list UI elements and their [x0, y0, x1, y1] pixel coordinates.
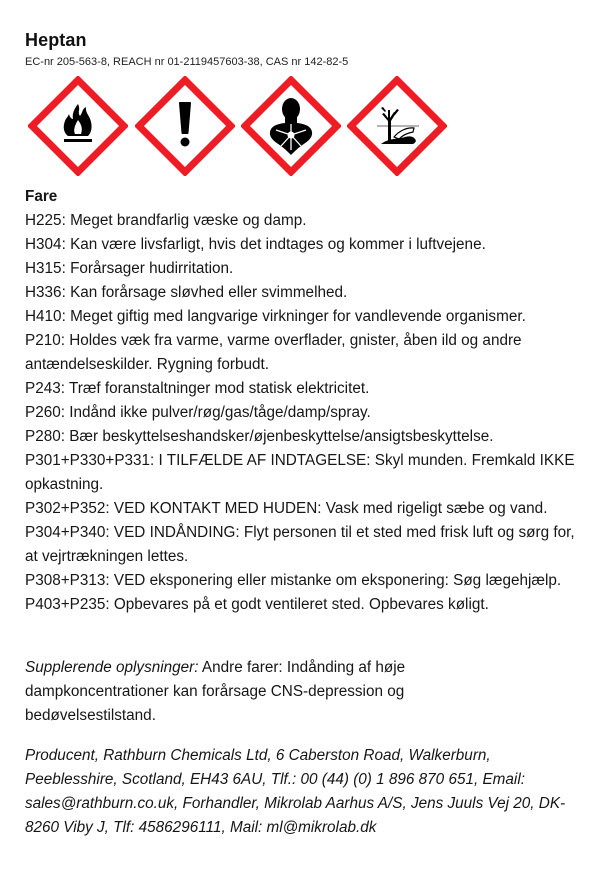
hazard-pictograms	[28, 76, 468, 176]
exclamation-icon	[135, 76, 235, 176]
producer-info: Producent, Rathburn Chemicals Ltd, 6 Caberston Road, Walkerburn, Peeblesshire, Scotland, EH43 6AU, Tlf.: 00 (44) (0) 1 896 870 651, Email: sales@rathburn.co.uk, Forhandler, Mikrolab Aarhus A/S, Jens Juuls Vej 20, DK-8260 Viby J, Tlf: 4586296111, Mail: ml@mikrolab.dk	[25, 747, 566, 836]
statement-p280: P280: Bær beskyttelseshandsker/øjenbeskyttelse/ansigtsbeskyttelse.	[25, 428, 494, 445]
flame-icon	[28, 76, 128, 176]
statement-p308-p313: P308+P313: VED eksponering eller mistanke om eksponering: Søg lægehjælp.	[25, 572, 562, 589]
hazard-statements	[25, 185, 585, 617]
supplementary-label: Supplerende oplysninger:	[25, 659, 199, 676]
environment-icon	[347, 76, 447, 176]
statement-p304-p340: P304+P340: VED INDÅNDING: Flyt personen til et sted med frisk luft og sørg for, at vejrtrækningen lettes.	[25, 524, 575, 565]
statement-p301-p330-p331: P301+P330+P331: I TILFÆLDE AF INDTAGELSE: Skyl munden. Fremkald IKKE opkastning.	[25, 452, 575, 493]
statement-h410: H410: Meget giftig med langvarige virkninger for vandlevende organismer.	[25, 308, 526, 325]
statement-p210: P210: Holdes væk fra varme, varme overflader, gnister, åben ild og andre antændelseskilder. Rygning forbudt.	[25, 332, 522, 373]
statement-p260: P260: Indånd ikke pulver/røg/gas/tåge/damp/spray.	[25, 404, 371, 421]
statement-p302-p352: P302+P352: VED KONTAKT MED HUDEN: Vask med rigeligt sæbe og vand.	[25, 500, 548, 517]
statement-p243: P243: Træf foranstaltninger mod statisk elektricitet.	[25, 380, 370, 397]
product-title: Heptan	[25, 30, 87, 50]
statement-h225: H225: Meget brandfarlig væske og damp.	[25, 212, 307, 229]
signal-word: Fare	[25, 188, 58, 205]
statement-h336: H336: Kan forårsage sløvhed eller svimmelhed.	[25, 284, 348, 301]
product-identifiers: EC-nr 205-563-8, REACH nr 01-2119457603-38, CAS nr 142-82-5	[25, 56, 349, 68]
statement-p403-p235: P403+P235: Opbevares på et godt ventileret sted. Opbevares køligt.	[25, 596, 489, 613]
statement-h315: H315: Forårsager hudirritation.	[25, 260, 234, 277]
statement-h304: H304: Kan være livsfarligt, hvis det indtages og kommer i luftvejene.	[25, 236, 486, 253]
health-hazard-icon	[241, 76, 341, 176]
supplementary-info	[25, 656, 465, 728]
supplementary-text: Andre farer: Indånding af høje dampkoncentrationer kan forårsage CNS-depression og bedøvelsestilstand.	[25, 659, 406, 724]
